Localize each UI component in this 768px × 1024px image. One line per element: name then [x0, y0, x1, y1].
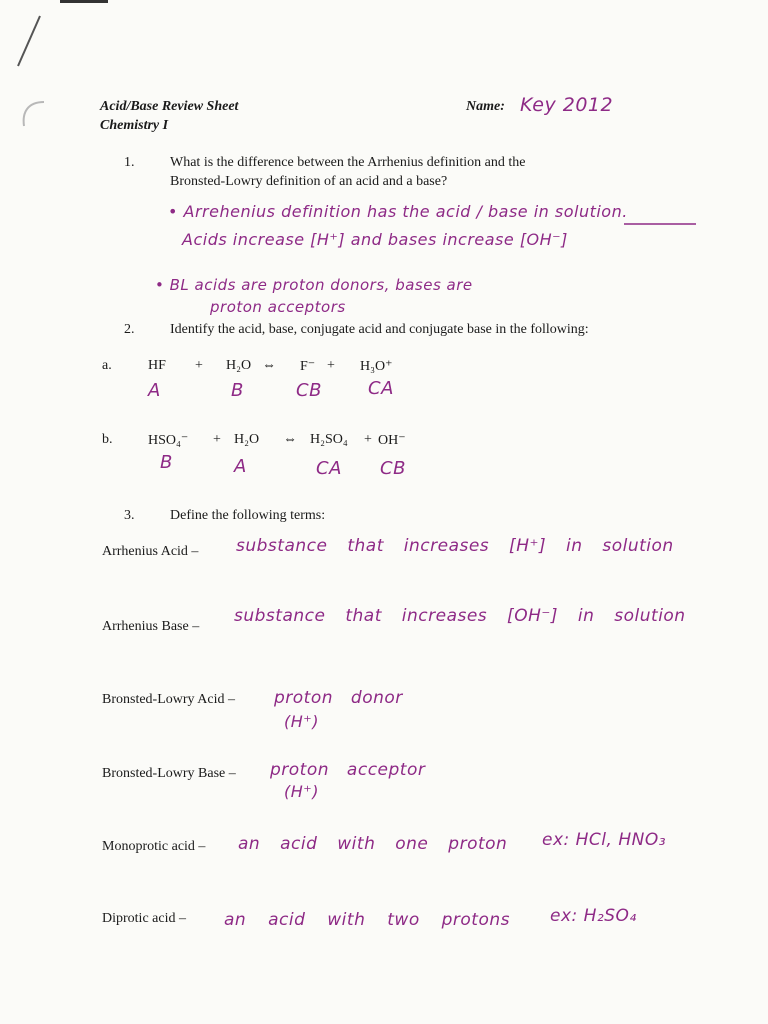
term-label-diprotic: Diprotic acid – [102, 911, 186, 926]
q2b-h2o: H₂O [234, 432, 260, 447]
q2a-f: F⁻ [300, 359, 316, 374]
q1-answer2-line1: • BL acids are proton donors, bases are [155, 276, 473, 294]
top-edge-mark [60, 0, 108, 3]
q1-answer2-line2: proton acceptors [210, 298, 346, 316]
q2a-h3o: H₃O⁺ [360, 359, 393, 374]
q2b-ans-h2so4: CA [316, 458, 342, 479]
name-label: Name: [466, 99, 505, 114]
q2b-ans-oh: CB [380, 458, 406, 479]
q2b-ans-hso4: B [160, 452, 173, 473]
q2a-h2o: H₂O [226, 358, 252, 373]
q2a-ans-f: CB [296, 380, 322, 401]
q2b-plus2: + [364, 432, 372, 447]
term-answer-monoprotic: an acid with one proton [238, 834, 508, 854]
q2a-arrow: ⇔ [262, 358, 276, 373]
term-answer-arrhenius-base: substance that increases [OH⁻] in solution [234, 606, 686, 626]
term-answer-arrhenius-acid: substance that increases [H⁺] in solution [236, 536, 674, 556]
q2a-ans-hf: A [148, 380, 161, 401]
q2a-ans-h2o: B [231, 380, 244, 401]
q2b-ans-h2o: A [234, 456, 247, 477]
punch-hole-mark [18, 98, 48, 130]
q2b-arrow: ⇔ [283, 432, 297, 447]
term-label-arrhenius-base: Arrhenius Base – [102, 619, 200, 634]
term-example-monoprotic: ex: HCl, HNO₃ [542, 830, 667, 850]
q2a-ans-h3o: CA [368, 378, 394, 399]
q1-text-line1: What is the difference between the Arrhenius definition and the [170, 155, 526, 170]
q2a-plus2: + [327, 358, 335, 373]
term-answer-bl-acid-h: (H⁺) [284, 712, 319, 731]
q2a-hf: HF [148, 358, 166, 373]
q1-text-line2: Bronsted-Lowry definition of an acid and a base? [170, 174, 448, 189]
term-example-diprotic: ex: H₂SO₄ [550, 906, 637, 926]
term-answer-bl-acid: proton donor [274, 688, 403, 708]
q2a-plus1: + [195, 358, 203, 373]
q2b-h2so4: H₂SO₄ [310, 432, 348, 447]
sheet-title: Acid/Base Review Sheet [100, 99, 239, 114]
term-answer-diprotic: an acid with two protons [224, 910, 511, 930]
term-label-bl-base: Bronsted-Lowry Base – [102, 766, 236, 781]
name-handwritten: Key 2012 [520, 94, 614, 116]
q1-number: 1. [124, 155, 135, 170]
term-label-arrhenius-acid: Arrhenius Acid – [102, 544, 199, 559]
q1-answer1-line2: Acids increase [H⁺] and bases increase [OH⁻] [182, 230, 568, 249]
term-label-bl-acid: Bronsted-Lowry Acid – [102, 692, 235, 707]
q2b-oh: OH⁻ [378, 433, 406, 448]
term-label-monoprotic: Monoprotic acid – [102, 839, 206, 854]
q3-number: 3. [124, 508, 135, 523]
q2a-label: a. [102, 358, 112, 373]
q2b-plus1: + [213, 432, 221, 447]
q3-text: Define the following terms: [170, 508, 326, 523]
solution-underline [622, 222, 698, 226]
q2b-label: b. [102, 432, 113, 447]
q2b-hso4: HSO₄⁻ [148, 433, 189, 448]
term-answer-bl-base: proton acceptor [270, 760, 426, 780]
term-answer-bl-base-h: (H⁺) [284, 782, 319, 801]
q1-answer1-line1: • Arrehenius definition has the acid / base in solution. [168, 202, 628, 221]
sheet-subtitle: Chemistry I [100, 118, 169, 133]
q2-number: 2. [124, 322, 135, 337]
q2-text: Identify the acid, base, conjugate acid and conjugate base in the following: [170, 322, 589, 337]
pencil-slash-mark [14, 14, 44, 68]
